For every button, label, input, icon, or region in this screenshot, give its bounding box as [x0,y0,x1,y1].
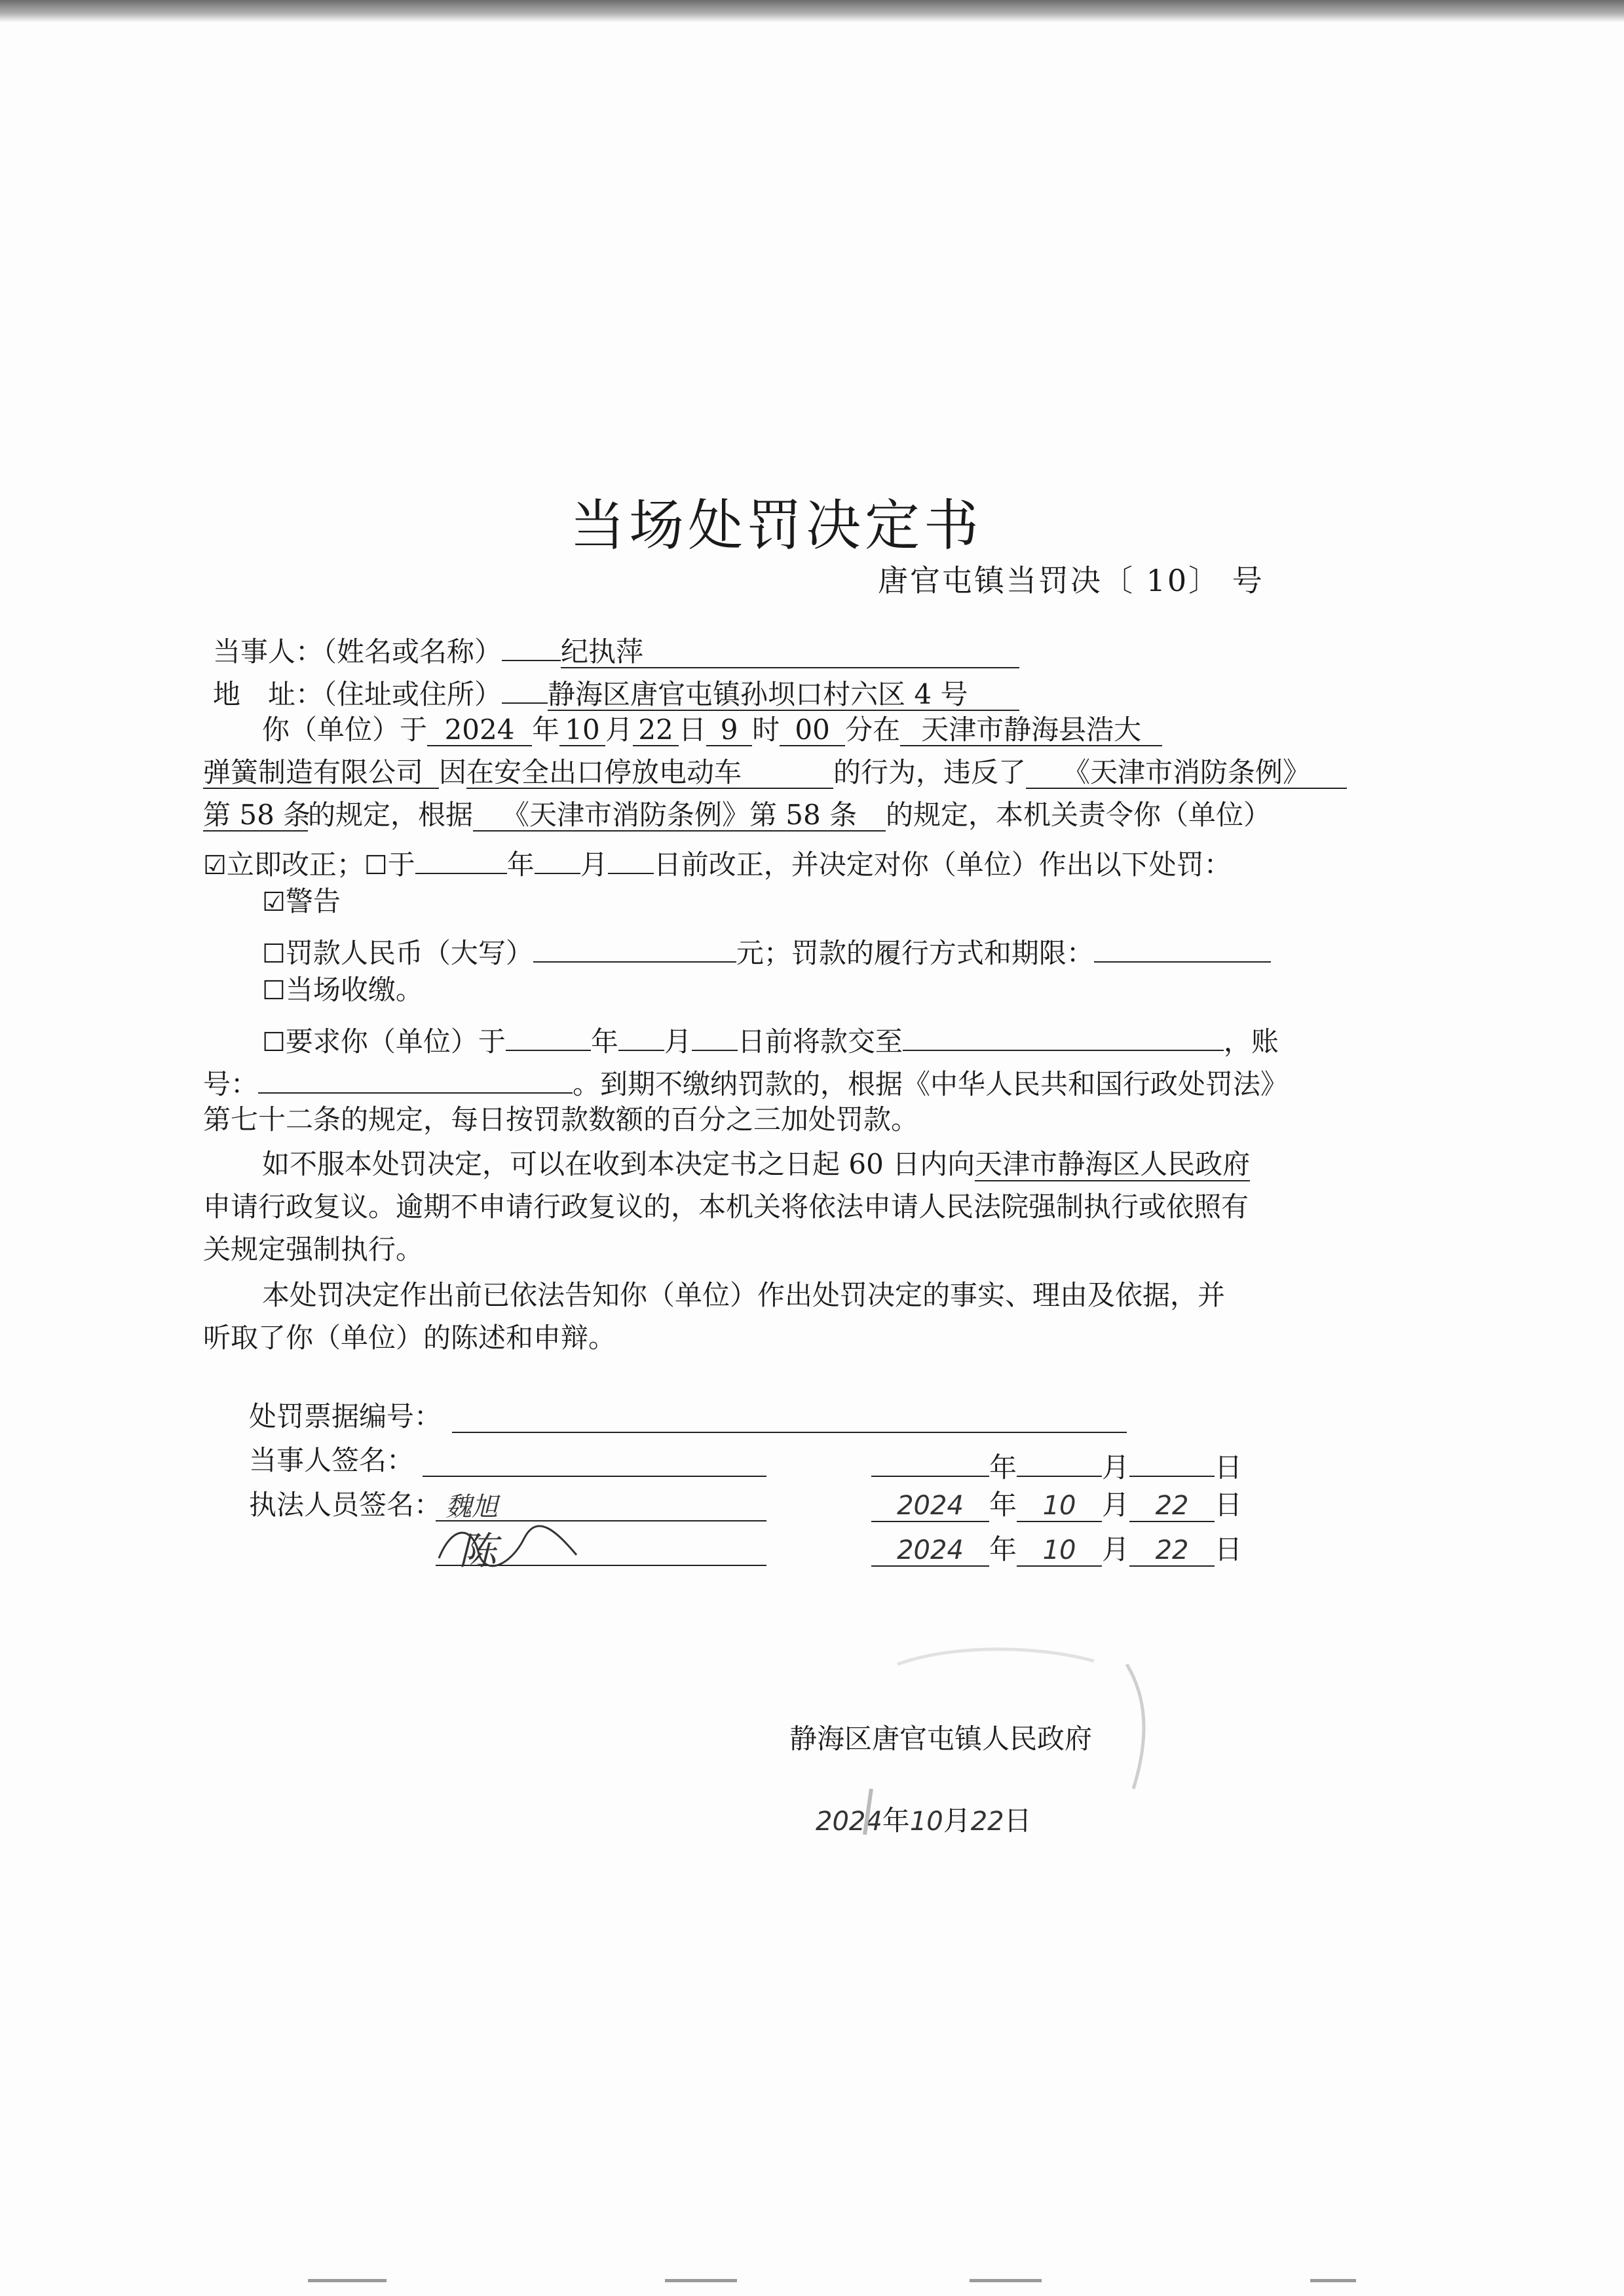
facts-text: 的行为，违反了 [833,756,1027,788]
facts-text: 你（单位）于 [262,714,428,746]
correction-text: 月 [580,849,608,881]
law-violated: 《天津市消防条例》 [1026,754,1347,789]
date-text: 年 [989,1533,1017,1565]
require-pay-text: 日前将款交至 [737,1025,903,1058]
scan-mark [970,2279,1042,2282]
date-text: 日 [1004,1805,1032,1837]
date-text: 月 [1102,1533,1130,1565]
blank [535,839,580,874]
facts-text: 因 [439,756,467,788]
account-blank [258,1058,573,1094]
party-address-label: 地 址：（住址或住所） [213,678,502,710]
officer1-sign-year: 2024 [871,1487,989,1522]
notice-line-2: 听取了你（单位）的陈述和申辩。 [203,1322,616,1354]
incident-month: 10 [559,711,605,746]
blank [871,1442,989,1477]
bank-blank [903,1016,1224,1051]
appeal-line-1 [262,1145,1250,1183]
party-sign-date [871,1442,1242,1487]
blank [692,1016,738,1051]
date-text: 月 [1102,1451,1130,1483]
signature-scribble [432,1519,583,1571]
officer2-sign-date [871,1531,1242,1569]
issuer-name: 静海区唐官屯镇人民政府 [789,1723,1093,1755]
officer1-sign-date [871,1486,1242,1524]
date-text: 年 [882,1805,910,1837]
officer-signature-label: 执法人员签名： [249,1489,442,1521]
correction-text: 于 [387,849,415,881]
blank [502,668,548,704]
appeal-line-2: 申请行政复议。逾期不申请行政复议的，本机关将依法申请人民法院强制执行或依照有 [203,1191,1249,1223]
officer2-sign-day: 22 [1129,1531,1215,1567]
incident-hour: 9 [706,711,752,746]
fine-label: 罚款人民币（大写） [285,937,533,969]
law-basis: 《天津市消防条例》第 58 条 [473,796,886,832]
facts-text: 日 [679,714,707,746]
scan-top-edge [0,0,1624,22]
appeal-text: 如不服本处罚决定，可以在收到本决定书之日起 60 日内向 [262,1148,975,1180]
ticket-number-label: 处罚票据编号： [249,1400,442,1432]
issuer-day: 22 [970,1807,1004,1837]
party-address-row [213,668,1019,714]
require-pay-text: 要求你（单位）于 [285,1025,506,1058]
require-pay-text: 年 [590,1025,618,1058]
scan-mark [308,2279,387,2282]
overdue-row-2: 第七十二条的规定，每日按罚款数额的百分之三加处罚款。 [203,1103,919,1136]
warning-checkbox[interactable]: ☑ [262,887,286,917]
party-address-value: 静海区唐官屯镇孙坝口村六区 4 号 [548,676,1019,711]
ticket-number-line[interactable] [452,1432,1127,1433]
facts-text: 的规定，根据 [308,799,474,831]
incident-place-part2: 弹簧制造有限公司 [203,754,439,789]
fine-method-blank [1094,927,1271,963]
fine-row [262,927,1271,973]
date-text: 年 [989,1489,1017,1521]
incident-day: 22 [633,711,679,746]
party-signature-line[interactable] [423,1476,766,1477]
onsite-checkbox[interactable]: ☐ [262,976,286,1006]
blank [506,1016,591,1051]
immediate-correction-label: 立即改正； [226,849,364,881]
blank [502,626,561,661]
require-pay-row [262,1016,1279,1062]
fine-checkbox[interactable]: ☐ [262,939,286,969]
notice-line-1: 本处罚决定作出前已依法告知你（单位）作出处罚决定的事实、理由及依据，并 [262,1279,1226,1311]
onsite-row [262,971,423,1010]
blank [1129,1442,1215,1477]
facts-text: 分在 [845,714,901,746]
officer1-sign-day: 22 [1129,1487,1215,1522]
issuer-month: 10 [909,1807,943,1837]
party-name-value: 纪执萍 [561,633,1019,668]
officer2-sign-month: 10 [1017,1531,1102,1567]
issuer-year: 2024 [816,1807,882,1837]
date-text: 月 [943,1805,971,1837]
party-name-label: 当事人：（姓名或名称） [213,636,502,668]
appeal-line-3: 关规定强制执行。 [203,1233,424,1265]
conduct: 在安全出口停放电动车 [466,754,833,789]
require-pay-checkbox[interactable]: ☐ [262,1027,286,1058]
warning-row [262,883,341,921]
incident-minute: 00 [780,711,845,746]
blank [618,1016,664,1051]
date-text: 日 [1215,1451,1243,1483]
facts-text: 年 [532,714,560,746]
facts-line-3 [203,796,1271,834]
account-row [203,1058,1288,1103]
officer2-signature: 陈 [459,1529,497,1573]
facts-text: 月 [605,714,633,746]
date-text: 日 [1215,1489,1243,1521]
require-pay-text: ，账 [1223,1025,1279,1058]
onsite-label: 当场收缴。 [285,974,423,1006]
blank [608,839,654,874]
document-number: 唐官屯镇当罚决〔 10〕 号 [878,563,1264,598]
blank [415,839,507,874]
facts-text: 时 [752,714,780,746]
fine-text: 元；罚款的履行方式和期限： [736,937,1094,969]
blank [1017,1442,1102,1477]
faded-seal-marks [819,1638,1160,1848]
account-label: 号： [203,1068,259,1100]
correction-text: 年 [506,849,535,881]
immediate-correction-checkbox[interactable]: ☑ [203,851,227,881]
date-text: 月 [1102,1489,1130,1521]
fine-amount-blank [533,927,736,963]
overdue-text: 。到期不缴纳罚款的，根据《中华人民共和国行政处罚法》 [573,1068,1289,1100]
incident-year: 2024 [427,711,532,746]
officer1-sign-month: 10 [1017,1487,1102,1522]
facts-line-1 [262,711,1162,749]
warning-label: 警告 [285,885,341,917]
officer2-sign-year: 2024 [871,1531,989,1567]
deadline-correction-checkbox[interactable]: ☐ [364,851,388,881]
require-pay-text: 月 [664,1025,692,1058]
scan-mark [665,2279,737,2282]
scan-mark [1310,2279,1356,2282]
incident-place-part1: 天津市静海县浩大 [900,711,1162,746]
facts-text: 的规定，本机关责令你（单位） [886,799,1272,831]
date-text: 年 [989,1451,1017,1483]
date-text: 日 [1215,1533,1243,1565]
document-title: 当场处罚决定书 [570,493,983,558]
article-violated: 第 58 条 [203,796,308,832]
facts-line-2 [203,754,1347,792]
party-name-row [213,626,1019,671]
party-signature-label: 当事人签名： [249,1444,415,1476]
correction-text: 日前改正，并决定对你（单位）作出以下处罚： [653,849,1232,881]
correction-line [203,839,1232,885]
officer1-signature: 魏旭 [445,1492,498,1522]
appeal-authority: 天津市静海区人民政府 [975,1148,1251,1180]
